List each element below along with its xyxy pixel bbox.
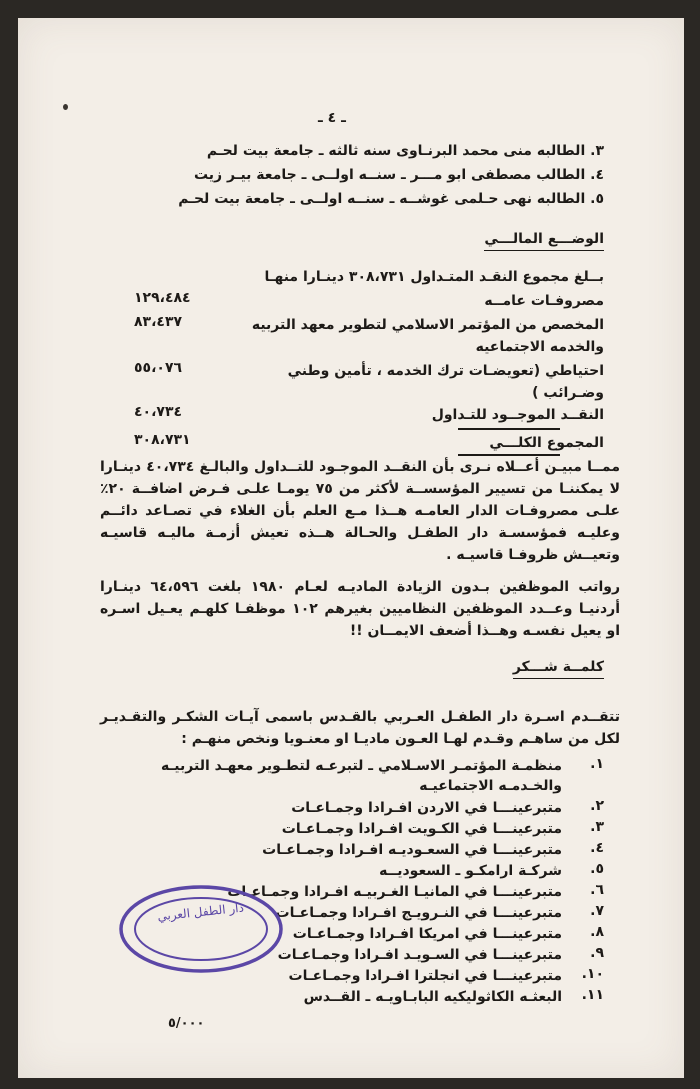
- list-item: ٥. شركـة ارامكـو ـ السعوديــه: [379, 861, 604, 879]
- list-item: ٧. متبرعينـــا في النـرويـج افـرادا وجمـاعـات: [275, 903, 604, 921]
- list-item: ٩. متبرعينـــا في السـويـد افـرادا وجمـاعـات: [277, 945, 604, 963]
- financial-row: [134, 360, 604, 401]
- financial-total-label: المجموع الكلـــي: [489, 435, 604, 451]
- financial-total-row: [134, 432, 604, 454]
- financial-amount: ٨٣،٤٣٧: [134, 314, 183, 330]
- institution-stamp: [118, 884, 284, 974]
- stamp-text: دار الطفل العربي: [156, 900, 245, 924]
- paragraph-cash-analysis: ممــا مبيـن أعــلاه نـرى بأن النقــد الموجـود للتــداول والبالـغ ٤٠،٧٣٤ دينـارا لا يمكننـا من تسيير المؤسســة لأكثر من ٧٥ يومـا علـى فـرض اضافــة ٢٠٪ علـى مصروفـات الدار العامـه هــذا مـع العلم بأن الغلاء في تصـاعد دائــم وعليـه فمؤسسـة دار الطفـل والحـالة هــذه تعيش أزمـة ماليـه قاسيـه وتعيــش ظروفـا قاسيـه .: [100, 459, 620, 563]
- thanks-heading: كلمــة شـــكر: [513, 658, 604, 679]
- paragraph-salaries: رواتب الموظفين بـدون الزيادة الماديـه لعـام ١٩٨٠ بلغت ٦٤،٥٩٦ دينـارا أردنيـا وعــدد الموظفين النظاميين بغيرهم ١٠٢ موظفـا كلهـم يعـيل اسـره او يعيل نفسـه وهــذا أضعف الايمــان !!: [100, 579, 620, 639]
- sum-rule: [458, 428, 560, 430]
- financial-amount: ١٢٩،٤٨٤: [134, 290, 191, 306]
- list-item: ١. منظمـة المؤتمـر الاسـلامي ـ لتبرعـه لتطـوير معهـد التربيـه والخـدمـه الاجتماعيـه: [161, 756, 604, 794]
- student-line-3: ٣. الطالبه منى محمد البرنـاوى سنه ثالثه ـ جامعة بيت لحـم: [206, 143, 604, 159]
- student-line-4: ٤. الطالب مصطفى ابو مـــر ـ سنــه اولــى ـ جامعة بيـر زيت: [193, 167, 604, 183]
- financial-amount: ٤٠،٧٣٤: [134, 404, 183, 420]
- list-item: ٦. متبرعينـــا في المانيـا الغـربيـه افـرادا وجمـاعـات: [227, 882, 604, 900]
- thanks-intro: تتقــدم اسـرة دار الطفـل العـربي بالقـدس باسمى آيـات الشكـر والتقـديـر لكل من ساهـم وقـدم لهـا العـون ماديـا او معنـويا ونخص منهـم :: [100, 709, 620, 747]
- list-item: ١٠. متبرعينـــا في انجلترا افـرادا وجمـاعـات: [288, 966, 604, 984]
- financial-row: [134, 314, 604, 355]
- list-item: ٢. متبرعينـــا في الاردن افـرادا وجمـاعـات: [291, 798, 604, 816]
- financial-desc: المخصص من المؤتمر الاسلامي لتطوير معهد التربيه والخدمه الاجتماعيه: [251, 317, 604, 355]
- financial-desc: النقــد الموجــود للتـداول: [431, 407, 604, 423]
- financial-desc: احتياطي (تعويضـات ترك الخدمه ، تأمين وطني وضـرائب ): [287, 363, 604, 401]
- list-item: ٣. متبرعينـــا في الكـويت افـرادا وجمـاعـات: [281, 819, 604, 837]
- financial-intro: بــلغ مجموع النقـد المتـداول ٣٠٨،٧٣١ دينـارا منهـا: [264, 269, 604, 285]
- financial-total-amount: ٣٠٨،٧٣١: [134, 432, 191, 448]
- stamp-outer-ring: [121, 887, 281, 971]
- list-item: ٤. متبرعينـــا في السعـوديـه افـرادا وجمـاعـات: [262, 840, 604, 858]
- student-line-5: ٥. الطالبه نهى حـلمى غوشــه ـ سنــه اولــى ـ جامعة بيت لحـم: [178, 191, 604, 207]
- document-page: [18, 18, 684, 1078]
- financial-heading: الوضـــع المالـــي: [484, 230, 604, 251]
- financial-row: [134, 290, 604, 312]
- financial-desc: مصروفـات عامــه: [484, 293, 604, 309]
- financial-amount: ٥٥،٠٧٦: [134, 360, 183, 376]
- page-number: ـ ٤ ـ: [318, 110, 346, 126]
- footer-code: ٥/٠٠٠: [168, 1016, 205, 1031]
- financial-row: [134, 404, 604, 426]
- list-item: ١١. البعثـه الكاثوليكيه البابـاويـه ـ القــدس: [303, 987, 604, 1005]
- list-item: ٨. متبرعينـــا في امريكا افـرادا وجمـاعـات: [292, 924, 604, 942]
- ink-mark: [63, 104, 68, 110]
